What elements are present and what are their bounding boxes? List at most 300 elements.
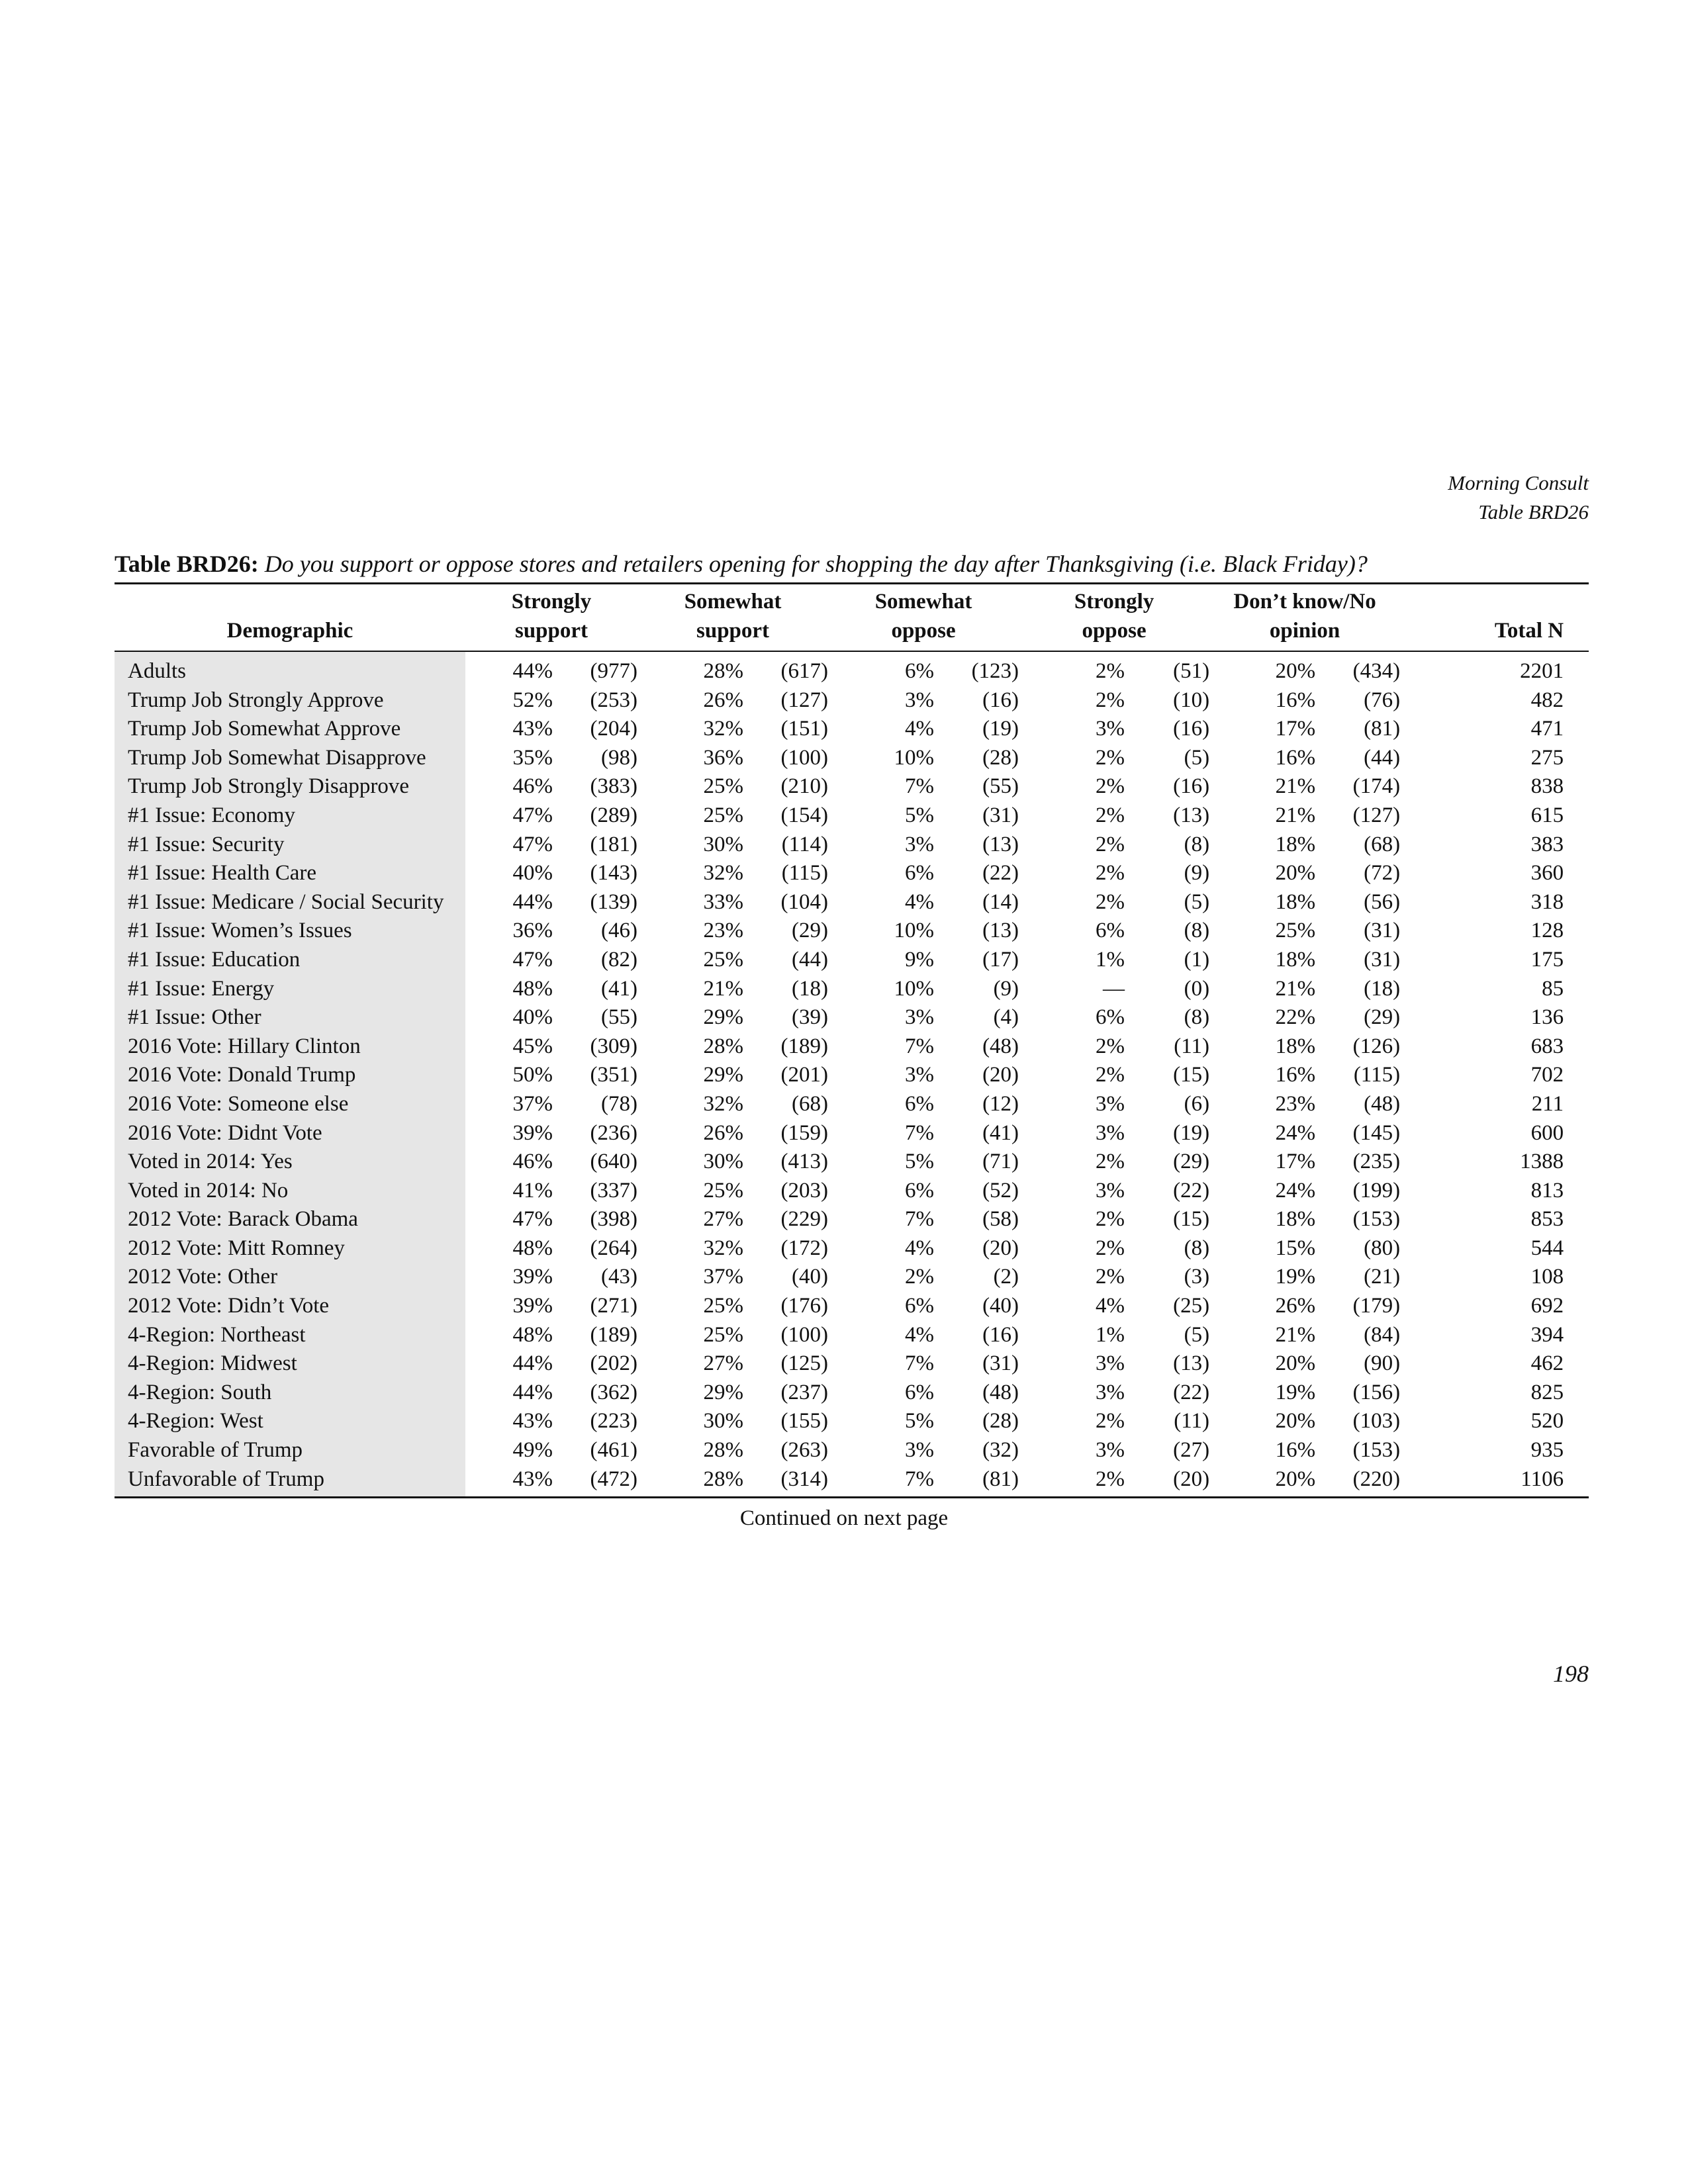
table-row [115, 1003, 1589, 1032]
cell-somewhat-support-n: (114) [781, 832, 829, 856]
crosstab-table [115, 582, 1589, 1498]
cell-strongly-support-pct: 40% [512, 861, 553, 886]
cell-somewhat-oppose-pct: 10% [894, 919, 935, 943]
cell-strongly-support-pct: 47% [512, 947, 553, 972]
col-header-demographic: Demographic [226, 619, 353, 643]
col-header-dont-know: Don’t know/No opinion [1233, 590, 1376, 643]
cell-dont-know-pct: 18% [1275, 1207, 1316, 1232]
cell-strongly-support-pct: 44% [512, 659, 553, 683]
cell-somewhat-support-pct: 25% [703, 1294, 744, 1318]
cell-strongly-oppose-pct: 3% [1096, 1178, 1125, 1203]
cell-strongly-support-pct: 41% [512, 1178, 553, 1203]
cell-somewhat-support-n: (237) [780, 1380, 829, 1404]
cell-demographic: 2016 Vote: Donald Trump [115, 1061, 465, 1090]
cell-total-n: 1388 [1520, 1150, 1564, 1174]
cell-somewhat-oppose-pct: 3% [905, 1063, 935, 1087]
cell-somewhat-support-n: (125) [780, 1351, 829, 1376]
cell-total-n: 2201 [1520, 659, 1564, 683]
cell-somewhat-oppose-pct: 9% [905, 947, 935, 972]
cell-strongly-oppose-pct: 2% [1096, 659, 1125, 683]
cell-strongly-oppose-pct: 3% [1096, 1091, 1125, 1116]
table-row [115, 1407, 1589, 1436]
table-header-row [115, 584, 1589, 652]
continued-note: Continued on next page [739, 1506, 949, 1530]
cell-dont-know-pct: 20% [1275, 861, 1316, 886]
cell-somewhat-oppose-pct: 7% [905, 1120, 935, 1145]
cell-somewhat-oppose-pct: 3% [905, 1005, 935, 1030]
cell-somewhat-oppose-n: (48) [982, 1034, 1019, 1058]
table-row [115, 1148, 1589, 1177]
cell-strongly-support-pct: 37% [512, 1091, 553, 1116]
cell-somewhat-support-n: (39) [792, 1005, 829, 1030]
cell-strongly-support-n: (253) [590, 688, 638, 712]
table-row [115, 1234, 1589, 1263]
cell-somewhat-support-n: (127) [780, 688, 829, 712]
cell-somewhat-oppose-n: (31) [982, 1351, 1019, 1376]
cell-strongly-oppose-pct: 2% [1096, 861, 1125, 886]
cell-demographic: Voted in 2014: Yes [115, 1148, 465, 1177]
cell-strongly-oppose-n: (20) [1173, 1467, 1210, 1491]
cell-strongly-oppose-n: (15) [1173, 1207, 1210, 1232]
cell-strongly-oppose-n: (5) [1184, 1322, 1210, 1347]
cell-somewhat-oppose-n: (48) [982, 1380, 1019, 1404]
cell-somewhat-support-n: (151) [780, 717, 829, 741]
cell-demographic: #1 Issue: Economy [115, 801, 465, 831]
cell-total-n: 544 [1530, 1236, 1564, 1260]
cell-strongly-support-n: (398) [590, 1207, 638, 1232]
cell-dont-know-pct: 23% [1275, 1091, 1316, 1116]
table-row [115, 651, 1589, 686]
cell-somewhat-oppose-pct: 6% [905, 861, 935, 886]
cell-strongly-support-pct: 46% [512, 774, 553, 799]
cell-strongly-support-pct: 44% [512, 1351, 553, 1376]
cell-demographic: Unfavorable of Trump [115, 1465, 465, 1498]
cell-total-n: 128 [1530, 919, 1564, 943]
cell-strongly-oppose-n: (3) [1184, 1265, 1210, 1289]
cell-somewhat-support-n: (413) [780, 1150, 829, 1174]
cell-dont-know-n: (68) [1364, 832, 1401, 856]
cell-demographic: 2016 Vote: Didnt Vote [115, 1119, 465, 1148]
cell-somewhat-oppose-n: (16) [982, 688, 1019, 712]
cell-dont-know-pct: 16% [1275, 1063, 1316, 1087]
cell-strongly-support-pct: 49% [512, 1438, 553, 1463]
cell-somewhat-oppose-n: (71) [982, 1150, 1019, 1174]
cell-strongly-oppose-pct: 2% [1096, 1207, 1125, 1232]
cell-somewhat-support-pct: 28% [703, 659, 744, 683]
cell-strongly-support-n: (236) [590, 1120, 638, 1145]
cell-dont-know-pct: 16% [1275, 745, 1316, 770]
cell-total-n: 275 [1530, 745, 1564, 770]
cell-strongly-support-pct: 48% [512, 976, 553, 1001]
cell-dont-know-pct: 15% [1275, 1236, 1316, 1260]
table-row [115, 1032, 1589, 1062]
cell-strongly-oppose-pct: 3% [1096, 1380, 1125, 1404]
cell-dont-know-n: (115) [1353, 1063, 1401, 1087]
cell-demographic: #1 Issue: Education [115, 946, 465, 975]
cell-dont-know-pct: 19% [1275, 1380, 1316, 1404]
cell-somewhat-oppose-pct: 10% [894, 745, 935, 770]
cell-total-n: 211 [1531, 1091, 1564, 1116]
cell-strongly-support-n: (202) [590, 1351, 638, 1376]
cell-somewhat-oppose-pct: 5% [905, 803, 935, 827]
cell-strongly-support-n: (351) [590, 1063, 638, 1087]
cell-total-n: 825 [1530, 1380, 1564, 1404]
cell-strongly-oppose-pct: 3% [1096, 717, 1125, 741]
cell-strongly-oppose-pct: 2% [1096, 1265, 1125, 1289]
cell-strongly-oppose-n: (13) [1173, 803, 1210, 827]
table-row [115, 946, 1589, 975]
cell-strongly-oppose-n: (0) [1184, 976, 1210, 1001]
cell-strongly-support-n: (264) [590, 1236, 638, 1260]
cell-dont-know-pct: 21% [1275, 976, 1316, 1001]
cell-somewhat-oppose-pct: 4% [905, 717, 935, 741]
cell-somewhat-support-n: (176) [780, 1294, 829, 1318]
cell-somewhat-support-pct: 32% [703, 861, 744, 886]
cell-strongly-oppose-pct: 2% [1096, 1409, 1125, 1433]
cell-dont-know-n: (84) [1364, 1322, 1401, 1347]
cell-strongly-oppose-n: (16) [1173, 774, 1210, 799]
cell-somewhat-support-n: (104) [780, 889, 829, 914]
cell-somewhat-oppose-n: (40) [982, 1294, 1019, 1318]
cell-demographic: #1 Issue: Other [115, 1003, 465, 1032]
header-org: Morning Consult [1448, 471, 1589, 494]
cell-dont-know-pct: 16% [1275, 688, 1316, 712]
cell-dont-know-n: (127) [1352, 803, 1401, 827]
cell-somewhat-oppose-n: (41) [982, 1120, 1019, 1145]
cell-somewhat-oppose-pct: 7% [905, 1034, 935, 1058]
cell-dont-know-n: (29) [1364, 1005, 1401, 1030]
cell-somewhat-oppose-pct: 3% [905, 1438, 935, 1463]
cell-dont-know-n: (156) [1352, 1380, 1401, 1404]
cell-dont-know-n: (48) [1364, 1091, 1401, 1116]
cell-demographic: 2016 Vote: Someone else [115, 1090, 465, 1119]
cell-total-n: 383 [1530, 832, 1564, 856]
cell-strongly-oppose-pct: 2% [1096, 889, 1125, 914]
cell-somewhat-support-pct: 29% [703, 1380, 744, 1404]
cell-somewhat-oppose-n: (28) [982, 1409, 1019, 1433]
table-row [115, 1321, 1589, 1350]
cell-strongly-support-pct: 50% [512, 1063, 553, 1087]
cell-demographic: #1 Issue: Security [115, 831, 465, 860]
cell-somewhat-oppose-n: (14) [982, 889, 1019, 914]
cell-strongly-oppose-pct: 3% [1096, 1351, 1125, 1376]
table-row [115, 1061, 1589, 1090]
cell-strongly-support-pct: 47% [512, 832, 553, 856]
cell-strongly-support-pct: 45% [512, 1034, 553, 1058]
cell-somewhat-oppose-n: (31) [982, 803, 1019, 827]
cell-strongly-support-n: (181) [590, 832, 638, 856]
cell-total-n: 394 [1530, 1322, 1564, 1347]
cell-somewhat-support-pct: 29% [703, 1063, 744, 1087]
cell-somewhat-support-n: (172) [780, 1236, 829, 1260]
cell-total-n: 683 [1530, 1034, 1564, 1058]
cell-dont-know-n: (56) [1364, 889, 1401, 914]
cell-dont-know-pct: 24% [1275, 1120, 1316, 1145]
cell-dont-know-n: (90) [1364, 1351, 1401, 1376]
cell-strongly-oppose-pct: 2% [1096, 1150, 1125, 1174]
cell-total-n: 853 [1530, 1207, 1564, 1232]
cell-strongly-oppose-pct: 2% [1096, 745, 1125, 770]
cell-somewhat-oppose-pct: 7% [905, 1467, 935, 1491]
cell-somewhat-oppose-n: (17) [982, 947, 1019, 972]
cell-somewhat-oppose-pct: 10% [894, 976, 935, 1001]
cell-dont-know-n: (76) [1364, 688, 1401, 712]
cell-dont-know-n: (31) [1364, 919, 1401, 943]
cell-dont-know-n: (153) [1352, 1438, 1401, 1463]
cell-strongly-support-pct: 43% [512, 717, 553, 741]
table-row [115, 975, 1589, 1004]
cell-strongly-support-n: (640) [590, 1150, 638, 1174]
table-row [115, 686, 1589, 715]
cell-demographic: Voted in 2014: No [115, 1177, 465, 1206]
cell-strongly-oppose-n: (11) [1174, 1409, 1210, 1433]
cell-dont-know-n: (21) [1364, 1265, 1401, 1289]
cell-dont-know-pct: 18% [1275, 889, 1316, 914]
cell-somewhat-support-n: (100) [780, 1322, 829, 1347]
cell-somewhat-support-pct: 25% [703, 1322, 744, 1347]
cell-strongly-oppose-n: (11) [1174, 1034, 1210, 1058]
cell-somewhat-oppose-pct: 3% [905, 832, 935, 856]
cell-somewhat-support-pct: 25% [703, 803, 744, 827]
cell-somewhat-support-n: (617) [780, 659, 829, 683]
cell-somewhat-oppose-pct: 6% [905, 1091, 935, 1116]
cell-strongly-oppose-n: (51) [1173, 659, 1210, 683]
table-row [115, 715, 1589, 744]
cell-somewhat-oppose-n: (55) [982, 774, 1019, 799]
col-header-somewhat-oppose: Somewhat oppose [874, 590, 972, 643]
cell-strongly-oppose-n: (25) [1173, 1294, 1210, 1318]
cell-somewhat-support-pct: 28% [703, 1467, 744, 1491]
cell-strongly-oppose-n: (19) [1173, 1120, 1210, 1145]
cell-strongly-oppose-n: (15) [1173, 1063, 1210, 1087]
cell-somewhat-support-pct: 27% [703, 1351, 744, 1376]
cell-dont-know-n: (153) [1352, 1207, 1401, 1232]
cell-strongly-support-n: (309) [590, 1034, 638, 1058]
cell-demographic: 4-Region: West [115, 1407, 465, 1436]
cell-somewhat-support-n: (100) [780, 745, 829, 770]
cell-somewhat-oppose-n: (58) [982, 1207, 1019, 1232]
cell-dont-know-pct: 22% [1275, 1005, 1316, 1030]
table-row [115, 859, 1589, 888]
cell-somewhat-support-pct: 21% [703, 976, 744, 1001]
cell-strongly-support-n: (41) [601, 976, 638, 1001]
table-row [115, 1292, 1589, 1321]
cell-somewhat-support-pct: 36% [703, 745, 744, 770]
table-row [115, 888, 1589, 917]
cell-strongly-oppose-n: (8) [1184, 919, 1210, 943]
cell-somewhat-oppose-n: (2) [993, 1265, 1019, 1289]
cell-strongly-oppose-pct: 2% [1096, 803, 1125, 827]
cell-strongly-support-pct: 43% [512, 1409, 553, 1433]
cell-dont-know-n: (126) [1352, 1034, 1401, 1058]
cell-demographic: 2012 Vote: Mitt Romney [115, 1234, 465, 1263]
cell-somewhat-oppose-pct: 7% [905, 1351, 935, 1376]
cell-somewhat-oppose-pct: 5% [905, 1150, 935, 1174]
cell-somewhat-oppose-n: (13) [982, 832, 1019, 856]
cell-strongly-support-pct: 47% [512, 803, 553, 827]
table-row [115, 1119, 1589, 1148]
cell-strongly-support-n: (461) [590, 1438, 638, 1463]
cell-somewhat-support-n: (314) [780, 1467, 829, 1491]
cell-somewhat-support-n: (115) [781, 861, 829, 886]
cell-somewhat-support-n: (155) [780, 1409, 829, 1433]
col-header-somewhat-support: Somewhat support [684, 590, 782, 643]
cell-strongly-oppose-n: (8) [1184, 1236, 1210, 1260]
cell-dont-know-pct: 24% [1275, 1178, 1316, 1203]
cell-strongly-oppose-pct: 1% [1096, 1322, 1125, 1347]
cell-somewhat-oppose-n: (32) [982, 1438, 1019, 1463]
cell-total-n: 108 [1530, 1265, 1564, 1289]
cell-strongly-support-n: (337) [590, 1178, 638, 1203]
cell-dont-know-pct: 18% [1275, 1034, 1316, 1058]
cell-demographic: #1 Issue: Health Care [115, 859, 465, 888]
cell-dont-know-pct: 25% [1275, 919, 1316, 943]
page-number: 198 [1553, 1661, 1589, 1687]
cell-somewhat-oppose-n: (81) [982, 1467, 1019, 1491]
cell-strongly-support-pct: 44% [512, 889, 553, 914]
table-row [115, 1465, 1589, 1498]
cell-somewhat-oppose-pct: 7% [905, 774, 935, 799]
cell-somewhat-support-n: (18) [792, 976, 829, 1001]
cell-dont-know-pct: 21% [1275, 774, 1316, 799]
cell-strongly-oppose-n: (1) [1184, 947, 1210, 972]
cell-strongly-oppose-pct: 3% [1096, 1438, 1125, 1463]
cell-strongly-support-pct: 46% [512, 1150, 553, 1174]
cell-somewhat-oppose-n: (4) [993, 1005, 1019, 1030]
cell-somewhat-support-pct: 29% [703, 1005, 744, 1030]
cell-strongly-support-n: (46) [601, 919, 638, 943]
cell-demographic: Trump Job Strongly Approve [115, 686, 465, 715]
cell-dont-know-n: (434) [1352, 659, 1401, 683]
cell-total-n: 935 [1530, 1438, 1564, 1463]
cell-strongly-oppose-n: (8) [1184, 832, 1210, 856]
cell-somewhat-support-n: (203) [780, 1178, 829, 1203]
cell-demographic: 4-Region: Northeast [115, 1321, 465, 1350]
cell-dont-know-n: (103) [1352, 1409, 1401, 1433]
cell-somewhat-oppose-n: (20) [982, 1063, 1019, 1087]
cell-demographic: Trump Job Somewhat Disapprove [115, 744, 465, 773]
cell-dont-know-n: (72) [1364, 861, 1401, 886]
cell-strongly-oppose-pct: 3% [1096, 1120, 1125, 1145]
col-header-strongly-oppose: Strongly oppose [1074, 590, 1154, 643]
cell-strongly-oppose-n: (29) [1173, 1150, 1210, 1174]
cell-somewhat-support-pct: 32% [703, 1236, 744, 1260]
cell-strongly-support-n: (82) [601, 947, 638, 972]
cell-demographic: 2016 Vote: Hillary Clinton [115, 1032, 465, 1062]
cell-dont-know-pct: 21% [1275, 1322, 1316, 1347]
cell-somewhat-oppose-n: (16) [982, 1322, 1019, 1347]
table-title-question: Do you support or oppose stores and retailers opening for shopping the day after Thanksgiving (i.e. Black Friday)? [264, 551, 1368, 577]
cell-strongly-oppose-n: (13) [1173, 1351, 1210, 1376]
cell-total-n: 462 [1530, 1351, 1564, 1376]
cell-strongly-oppose-pct: 2% [1096, 1236, 1125, 1260]
cell-somewhat-support-pct: 33% [703, 889, 744, 914]
cell-total-n: 692 [1530, 1294, 1564, 1318]
cell-strongly-oppose-n: (5) [1184, 889, 1210, 914]
cell-total-n: 471 [1530, 717, 1564, 741]
cell-dont-know-pct: 18% [1275, 832, 1316, 856]
cell-somewhat-support-n: (263) [780, 1438, 829, 1463]
cell-strongly-support-n: (43) [601, 1265, 638, 1289]
cell-strongly-support-n: (143) [590, 861, 638, 886]
cell-somewhat-oppose-n: (52) [982, 1178, 1019, 1203]
cell-strongly-oppose-pct: 2% [1096, 832, 1125, 856]
cell-strongly-support-n: (362) [590, 1380, 638, 1404]
cell-somewhat-support-pct: 23% [703, 919, 744, 943]
col-header-total-n: Total N [1494, 619, 1564, 643]
table-row [115, 1263, 1589, 1292]
cell-dont-know-pct: 20% [1275, 1351, 1316, 1376]
cell-strongly-oppose-n: (8) [1184, 1005, 1210, 1030]
cell-strongly-support-n: (383) [590, 774, 638, 799]
cell-dont-know-n: (44) [1364, 745, 1401, 770]
cell-strongly-support-pct: 44% [512, 1380, 553, 1404]
cell-strongly-support-pct: 48% [512, 1322, 553, 1347]
cell-somewhat-support-pct: 25% [703, 947, 744, 972]
cell-strongly-support-pct: 39% [512, 1294, 553, 1318]
cell-dont-know-pct: 19% [1275, 1265, 1316, 1289]
cell-somewhat-support-n: (29) [792, 919, 829, 943]
cell-somewhat-support-pct: 30% [703, 832, 744, 856]
table-row [115, 772, 1589, 801]
cell-strongly-oppose-pct: 2% [1096, 1034, 1125, 1058]
cell-demographic: Trump Job Strongly Disapprove [115, 772, 465, 801]
cell-strongly-oppose-n: (22) [1173, 1178, 1210, 1203]
cell-demographic: #1 Issue: Medicare / Social Security [115, 888, 465, 917]
cell-somewhat-oppose-n: (13) [982, 919, 1019, 943]
cell-dont-know-n: (31) [1364, 947, 1401, 972]
cell-somewhat-support-n: (40) [792, 1265, 829, 1289]
cell-strongly-oppose-pct: 2% [1096, 1467, 1125, 1491]
cell-strongly-oppose-pct: — [1103, 976, 1125, 1001]
cell-dont-know-pct: 20% [1275, 1409, 1316, 1433]
cell-somewhat-support-pct: 25% [703, 774, 744, 799]
cell-dont-know-n: (80) [1364, 1236, 1401, 1260]
cell-strongly-support-pct: 47% [512, 1207, 553, 1232]
cell-somewhat-support-pct: 26% [703, 688, 744, 712]
header-table-ref: Table BRD26 [1478, 500, 1589, 523]
cell-total-n: 85 [1542, 976, 1564, 1001]
cell-dont-know-n: (18) [1364, 976, 1401, 1001]
table-title-label: Table BRD26: [115, 551, 259, 577]
cell-total-n: 702 [1530, 1063, 1564, 1087]
cell-total-n: 600 [1530, 1120, 1564, 1145]
cell-dont-know-pct: 17% [1275, 1150, 1316, 1174]
cell-somewhat-oppose-pct: 2% [905, 1265, 935, 1289]
cell-dont-know-n: (174) [1352, 774, 1401, 799]
cell-demographic: #1 Issue: Energy [115, 975, 465, 1004]
table-row [115, 801, 1589, 831]
cell-somewhat-support-pct: 30% [703, 1409, 744, 1433]
cell-somewhat-oppose-pct: 6% [905, 1380, 935, 1404]
cell-strongly-oppose-n: (10) [1173, 688, 1210, 712]
cell-strongly-support-n: (472) [590, 1467, 638, 1491]
table-row [115, 744, 1589, 773]
cell-strongly-oppose-n: (9) [1184, 861, 1210, 886]
cell-somewhat-support-n: (159) [780, 1120, 829, 1145]
cell-strongly-support-n: (78) [601, 1091, 638, 1116]
cell-total-n: 482 [1530, 688, 1564, 712]
cell-demographic: 2012 Vote: Barack Obama [115, 1205, 465, 1234]
table-row [115, 1349, 1589, 1379]
cell-somewhat-support-pct: 28% [703, 1034, 744, 1058]
cell-strongly-oppose-pct: 2% [1096, 774, 1125, 799]
cell-total-n: 1106 [1521, 1467, 1564, 1491]
cell-total-n: 615 [1530, 803, 1564, 827]
cell-somewhat-support-n: (154) [780, 803, 829, 827]
cell-somewhat-oppose-pct: 6% [905, 1178, 935, 1203]
cell-demographic: 2012 Vote: Didn’t Vote [115, 1292, 465, 1321]
